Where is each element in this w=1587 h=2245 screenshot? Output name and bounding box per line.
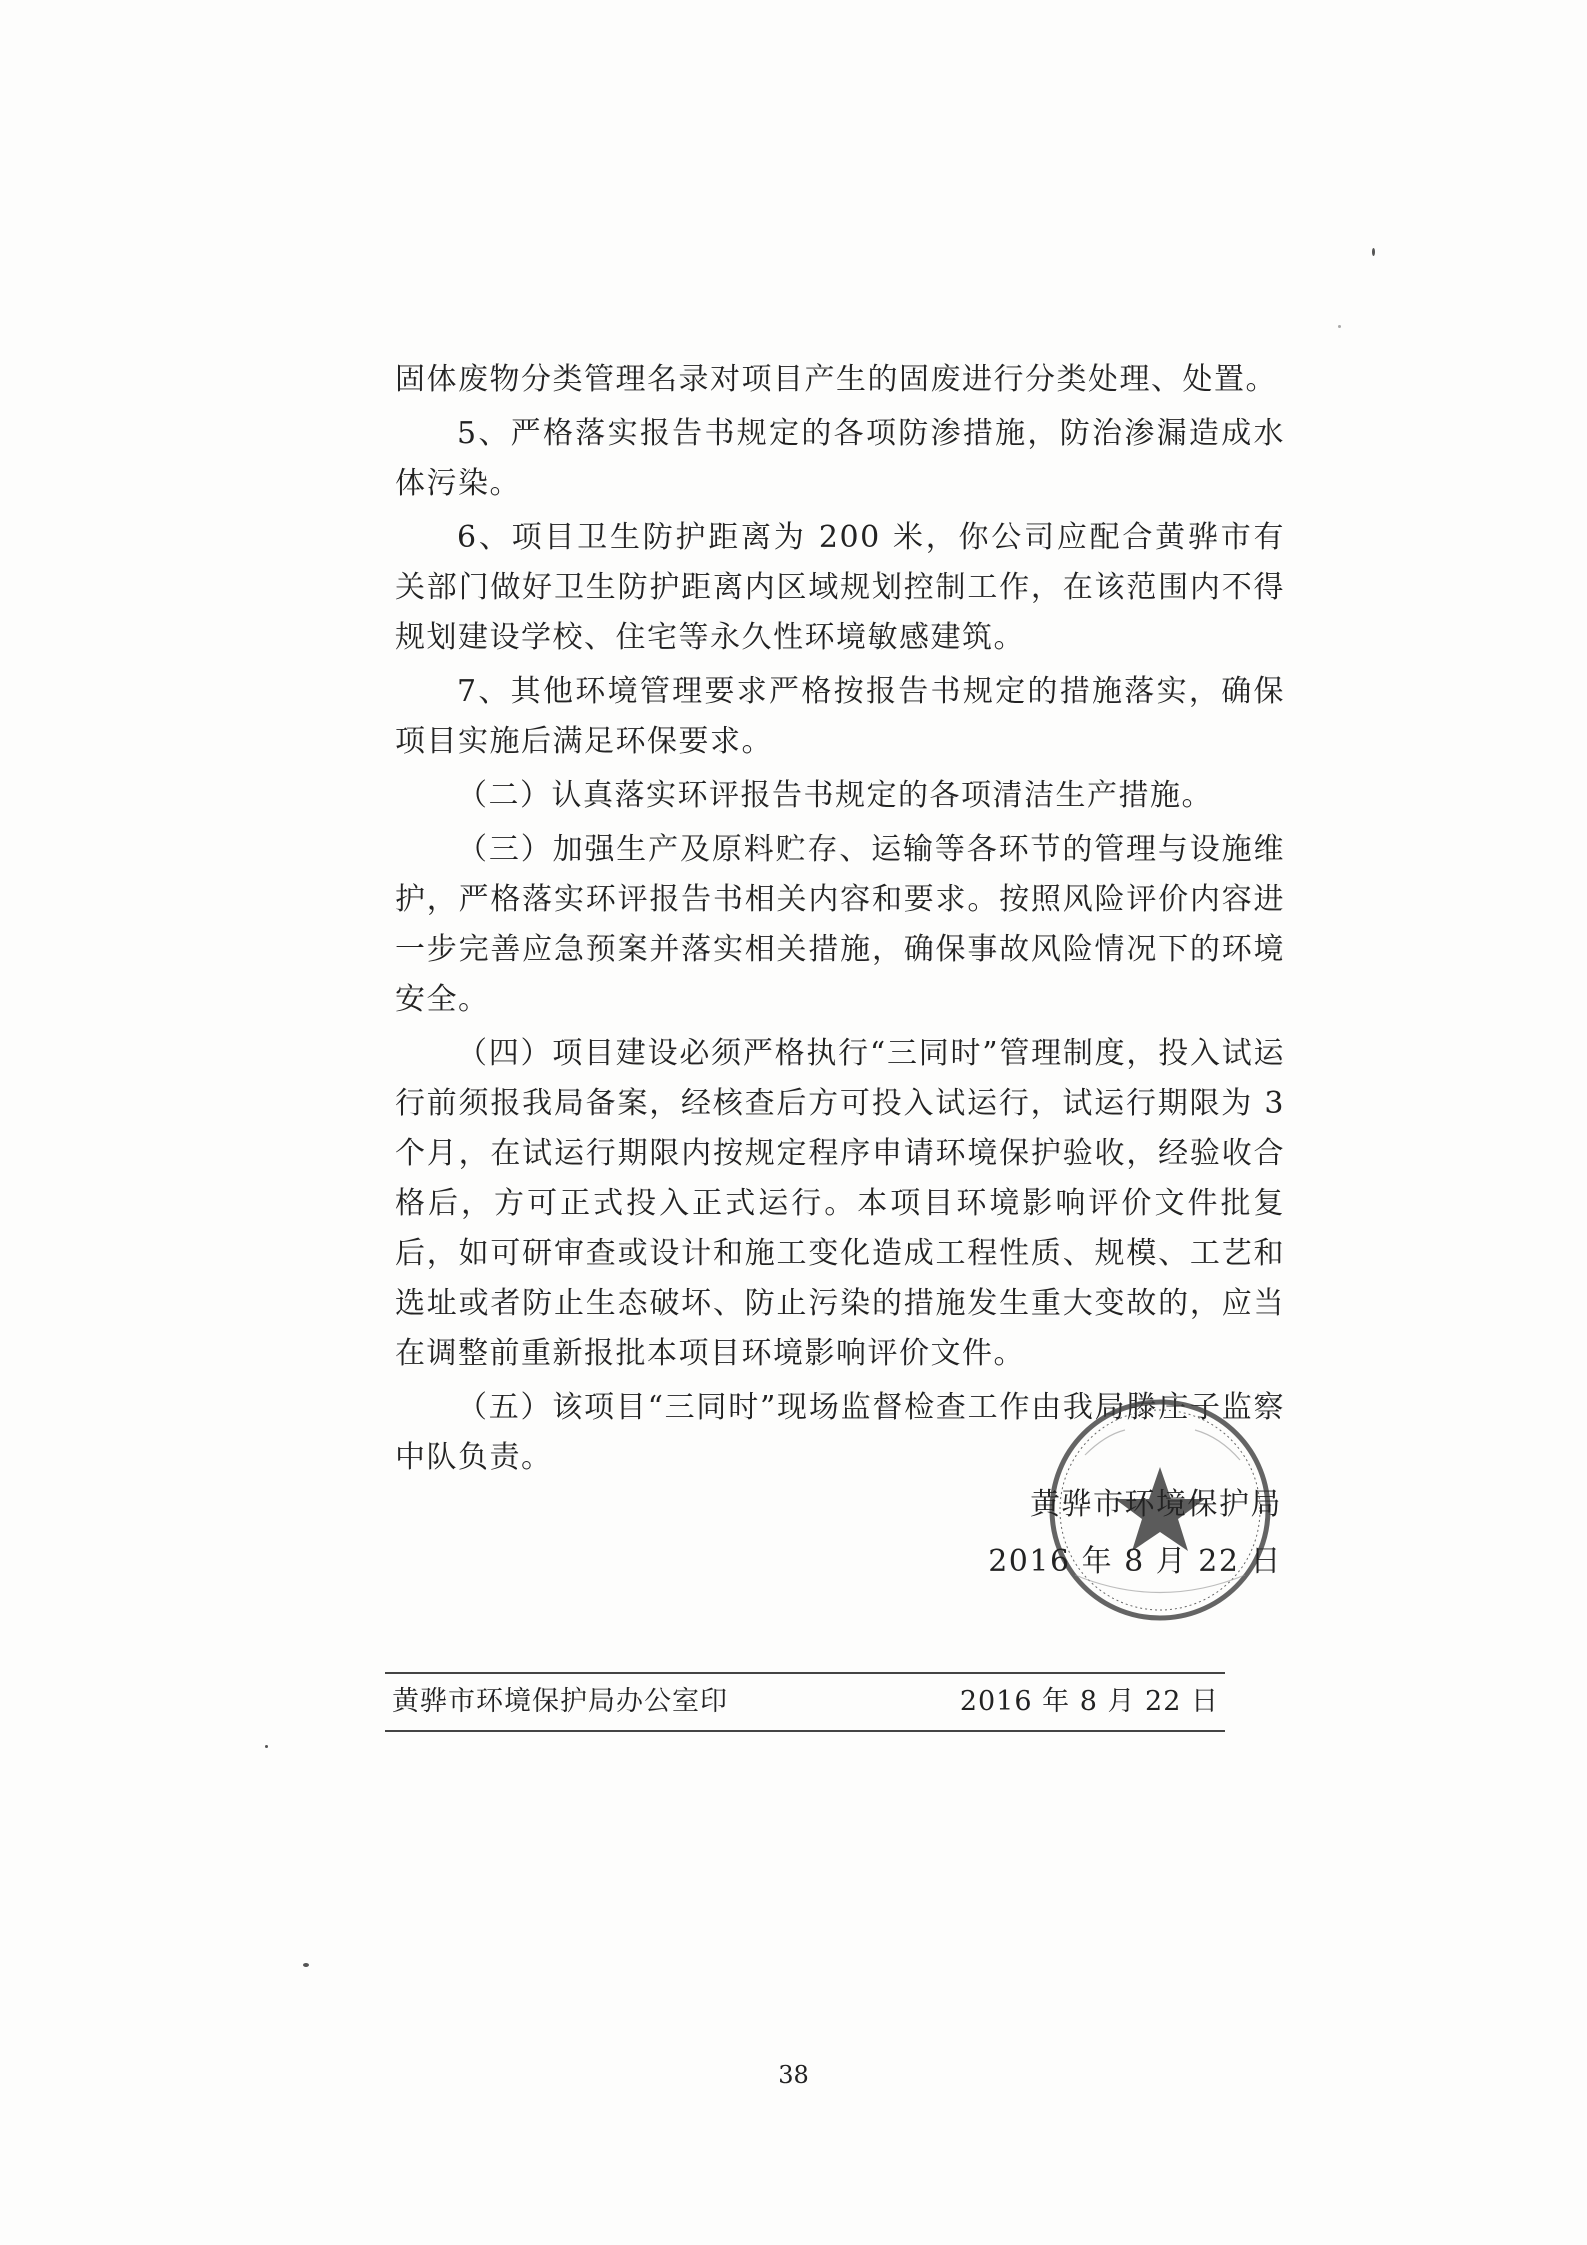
paragraph-continuation: 固体废物分类管理名录对项目产生的固废进行分类处理、处置。 bbox=[395, 362, 1277, 397]
paragraph-item-7: 7、其他环境管理要求严格按报告书规定的措施落实，确保项目实施后满足环保要求。 bbox=[395, 674, 1285, 759]
page-number: 38 bbox=[778, 2061, 809, 2089]
signature-date: 2016 年 8 月 22 日 bbox=[988, 1544, 1282, 1579]
footer-top-rule bbox=[385, 1672, 1225, 1674]
scan-speck bbox=[1338, 325, 1341, 328]
scan-speck bbox=[1372, 248, 1375, 256]
footer-date: 2016 年 8 月 22 日 bbox=[959, 1686, 1219, 1717]
footer-office-stamp: 黄骅市环境保护局办公室印 bbox=[392, 1686, 728, 1717]
paragraph-section-4: （四）项目建设必须严格执行“三同时”管理制度，投入试运行前须报我局备案，经核查后方可投入试运行，试运行期限为 3 个月，在试运行期限内按规定程序申请环境保护验收，经验收合格后，方可正式投入正式运行。本项目环境影响评价文件批复后，如可研审查或设计和施工变化造成工程性质、规模、工艺和选址或者防止生态破坏、防止污染的措施发生重大变故的，应当在调整前重新报批本项目环境影响评价文件。 bbox=[395, 1036, 1285, 1371]
paragraph-item-5: 5、严格落实报告书规定的各项防渗措施，防治渗漏造成水体污染。 bbox=[395, 416, 1285, 501]
paragraph-section-2: （二）认真落实环评报告书规定的各项清洁生产措施。 bbox=[457, 778, 1213, 813]
paragraph-section-3: （三）加强生产及原料贮存、运输等各环节的管理与设施维护，严格落实环评报告书相关内容和要求。按照风险评价内容进一步完善应急预案并落实相关措施，确保事故风险情况下的环境安全。 bbox=[395, 832, 1285, 1017]
scan-speck bbox=[265, 1745, 268, 1748]
paragraph-section-5: （五）该项目“三同时”现场监督检查工作由我局滕庄子监察中队负责。 bbox=[395, 1390, 1285, 1475]
paragraph-item-6: 6、项目卫生防护距离为 200 米，你公司应配合黄骅市有关部门做好卫生防护距离内区域规划控制工作，在该范围内不得规划建设学校、住宅等永久性环境敏感建筑。 bbox=[395, 520, 1285, 655]
scan-speck bbox=[303, 1963, 309, 1967]
document-body bbox=[395, 355, 1285, 1483]
signature-organization: 黄骅市环境保护局 bbox=[1030, 1487, 1282, 1522]
footer-bottom-rule bbox=[385, 1730, 1225, 1732]
